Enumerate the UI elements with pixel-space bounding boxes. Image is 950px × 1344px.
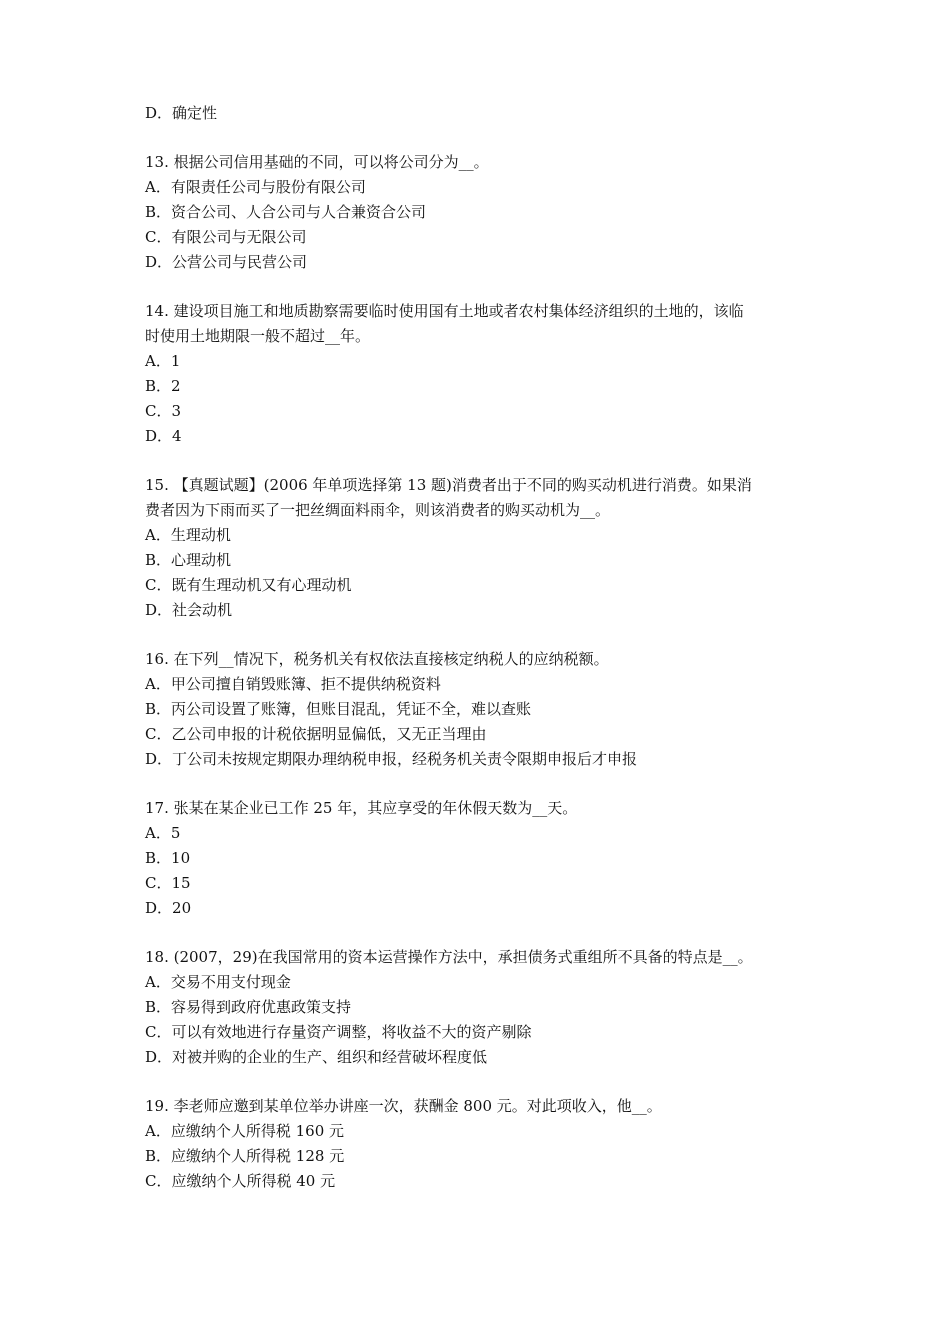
option-item: B．应缴纳个人所得税 128 元 — [145, 1147, 345, 1165]
option-item: A．有限责任公司与股份有限公司 — [145, 178, 366, 196]
question-block — [145, 1094, 815, 1194]
question-list — [145, 101, 815, 1194]
question-stem: 13. 根据公司信用基础的不同，可以将公司分为__。 — [145, 153, 489, 171]
question-block — [145, 796, 815, 921]
option-item: C．有限公司与无限公司 — [145, 228, 307, 246]
option-item: A．甲公司擅自销毁账簿、拒不提供纳税资料 — [145, 675, 441, 693]
option-item: D．丁公司未按规定期限办理纳税申报，经税务机关责令限期申报后才申报 — [145, 750, 638, 768]
option-item: A．应缴纳个人所得税 160 元 — [145, 1122, 345, 1140]
question-stem: 14. 建设项目施工和地质勘察需要临时使用国有土地或者农村集体经济组织的土地的，该临 — [145, 302, 744, 320]
option-item: B．丙公司设置了账簿，但账目混乱，凭证不全，难以查账 — [145, 700, 532, 718]
option-item: A．交易不用支付现金 — [145, 973, 291, 991]
question-stem: 16. 在下列__情况下，税务机关有权依法直接核定纳税人的应纳税额。 — [145, 650, 609, 668]
option-item: D．社会动机 — [145, 601, 233, 619]
option-item: C．乙公司申报的计税依据明显偏低，又无正当理由 — [145, 725, 487, 743]
question-stem: 15. 【真题试题】(2006 年单项选择第 13 题)消费者出于不同的购买动机进行消费。如果消 — [145, 476, 752, 494]
option-item: C．可以有效地进行存量资产调整，将收益不大的资产剔除 — [145, 1023, 532, 1041]
question-block — [145, 473, 815, 623]
option-item: B．心理动机 — [145, 551, 232, 569]
option-item: C．3 — [145, 402, 182, 420]
option-item: D．对被并购的企业的生产、组织和经营破坏程度低 — [145, 1048, 488, 1066]
option-item: D．公营公司与民营公司 — [145, 253, 308, 271]
question-block — [145, 299, 815, 449]
option-item: D．20 — [145, 899, 192, 917]
question-stem: 18. (2007，29)在我国常用的资本运营操作方法中，承担债务式重组所不具备的特点是__。 — [145, 948, 753, 966]
option-item: B．容易得到政府优惠政策支持 — [145, 998, 352, 1016]
option-item: D．确定性 — [145, 104, 218, 122]
question-stem: 费者因为下雨而买了一把丝绸面料雨伞，则该消费者的购买动机为__。 — [145, 501, 611, 519]
option-item: C．既有生理动机又有心理动机 — [145, 576, 352, 594]
option-item: B．资合公司、人合公司与人合兼资合公司 — [145, 203, 427, 221]
option-item: B．10 — [145, 849, 191, 867]
question-block — [145, 647, 815, 772]
question-stem: 时使用土地期限一般不超过__年。 — [145, 327, 371, 345]
option-item: A．5 — [145, 824, 181, 842]
question-block — [145, 150, 815, 275]
option-item: D．4 — [145, 427, 182, 445]
question-block — [145, 945, 815, 1070]
option-item: C．15 — [145, 874, 191, 892]
option-item: A．生理动机 — [145, 526, 231, 544]
option-item: A．1 — [145, 352, 181, 370]
option-item: B．2 — [145, 377, 181, 395]
question-stem: 19. 李老师应邀到某单位举办讲座一次，获酬金 800 元。对此项收入，他__。 — [145, 1097, 662, 1115]
option-item: C．应缴纳个人所得税 40 元 — [145, 1172, 336, 1190]
question-stem: 17. 张某在某企业已工作 25 年，其应享受的年休假天数为__天。 — [145, 799, 578, 817]
